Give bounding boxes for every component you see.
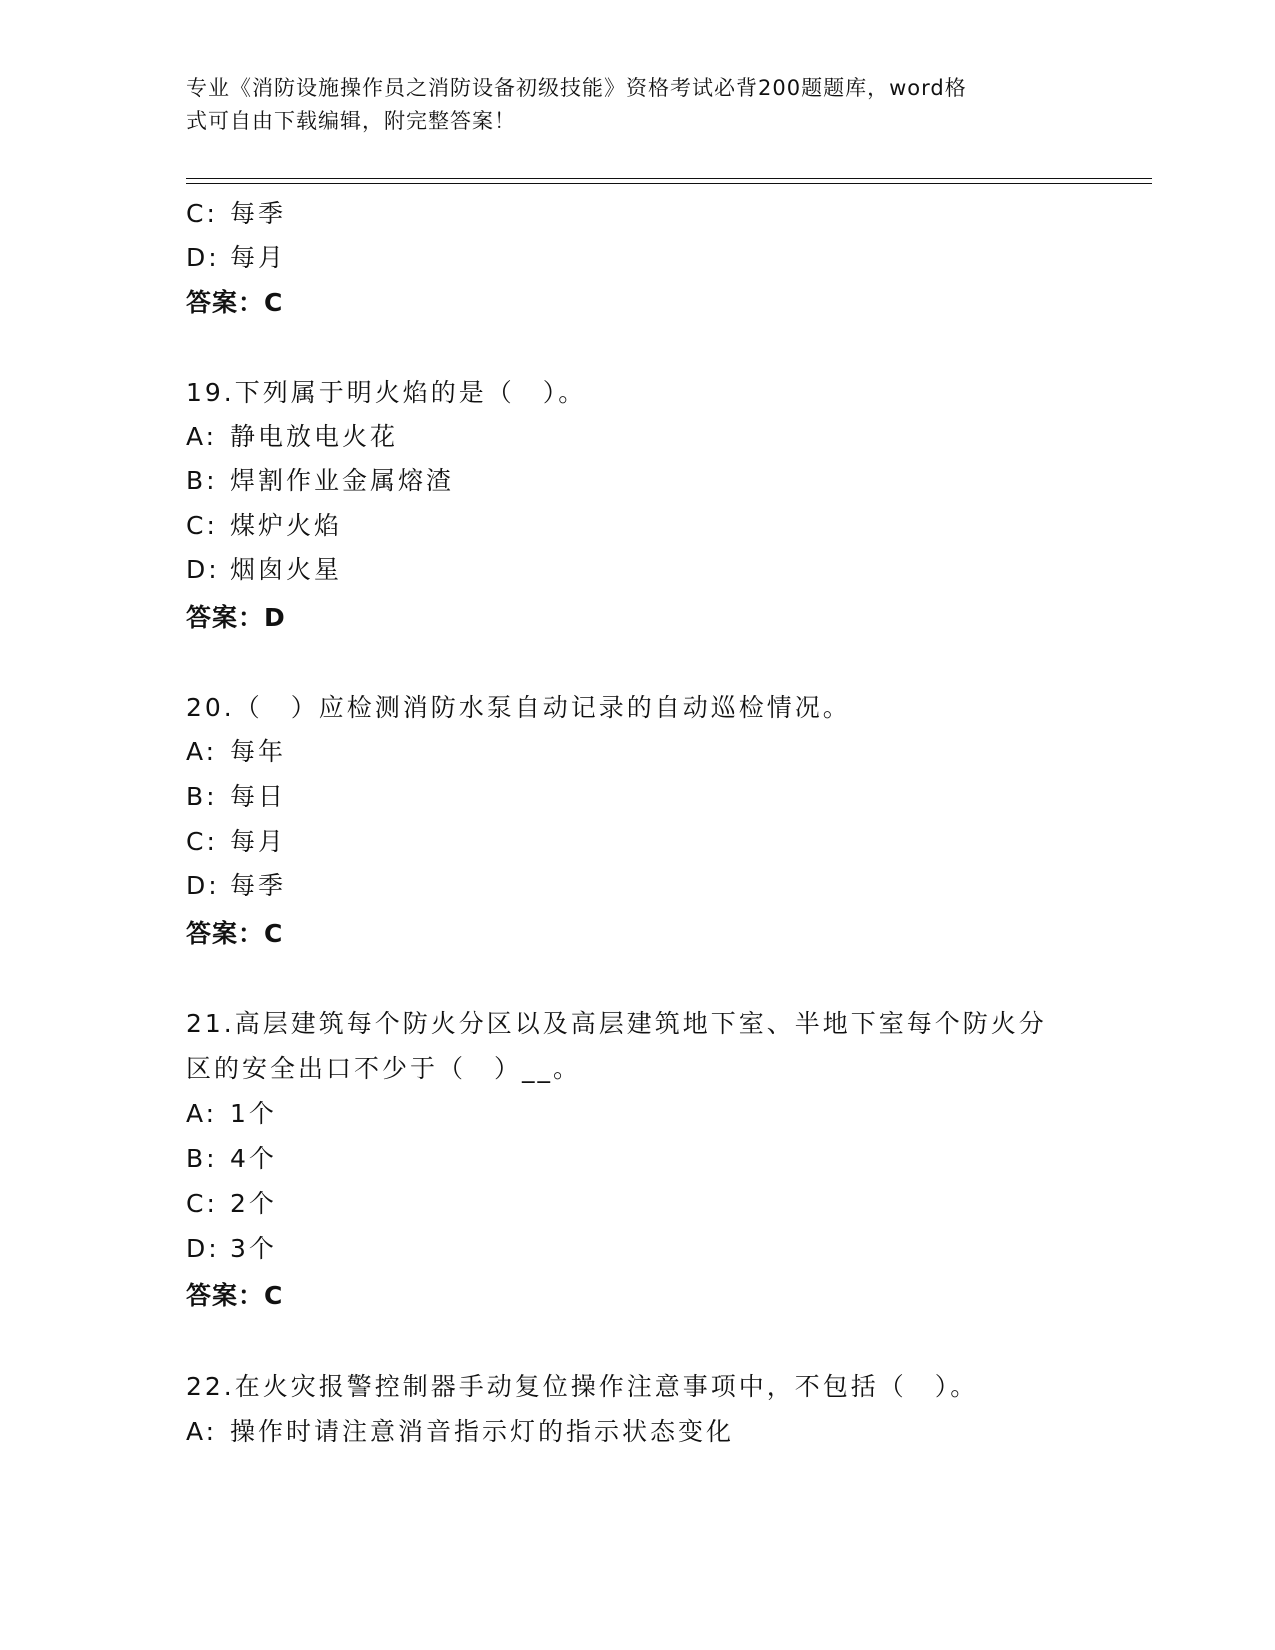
answer-line: 答案：C [186,288,284,317]
option-letter: B: [186,466,218,495]
option-c [186,1184,277,1220]
option-b [186,461,454,497]
option-c [186,822,286,858]
option-text: 焊割作业金属熔渣 [230,466,455,495]
option-letter: B: [186,1144,218,1173]
option-letter: C: [186,827,218,856]
page-header [186,72,1066,138]
option-text: 每季 [230,199,287,228]
answer-line: 答案：D [186,603,286,632]
question-stem-continued: 区的安全出口不少于（ ）__。 [186,1054,582,1083]
option-text: 每日 [230,782,287,811]
option-b [186,777,286,813]
option-d [186,1229,277,1265]
option-letter: D: [186,555,220,584]
option-letter: D: [186,871,220,900]
option-b [186,1139,277,1175]
answer-line: 答案：C [186,1281,284,1310]
header-divider-top [186,178,1152,179]
option-letter: D: [186,1234,220,1263]
header-line-2: 式可自由下载编辑，附完整答案！ [186,109,516,133]
option-text: 每季 [230,871,287,900]
option-c [186,506,342,542]
option-text: 3个 [230,1234,277,1263]
option-text: 4个 [230,1144,277,1173]
question-stem: 20.（ ）应检测消防水泵自动记录的自动巡检情况。 [186,693,851,722]
option-d [186,238,286,274]
option-d [186,866,286,902]
question-stem: 22.在火灾报警控制器手动复位操作注意事项中，不包括（ ）。 [186,1372,979,1401]
option-letter: C: [186,511,218,540]
option-text: 操作时请注意消音指示灯的指示状态变化 [230,1417,735,1446]
option-letter: A: [186,1099,218,1128]
option-text: 每年 [230,737,287,766]
option-a [186,1412,734,1448]
option-text: 每月 [230,243,287,272]
option-letter: C: [186,1189,218,1218]
option-text: 烟囱火星 [230,555,343,584]
option-text: 煤炉火焰 [230,511,343,540]
option-c [186,194,286,230]
option-letter: A: [186,422,218,451]
option-text: 2个 [230,1189,277,1218]
option-letter: B: [186,782,218,811]
question-stem: 21.高层建筑每个防火分区以及高层建筑地下室、半地下室每个防火分 [186,1009,1047,1038]
option-d [186,550,342,586]
option-a [186,417,398,453]
option-letter: D: [186,243,220,272]
option-text: 静电放电火花 [230,422,399,451]
answer-line: 答案：C [186,919,284,948]
option-a [186,1094,277,1130]
option-text: 1个 [230,1099,277,1128]
option-a [186,732,286,768]
option-letter: A: [186,737,218,766]
header-line-1: 专业《消防设施操作员之消防设备初级技能》资格考试必背200题题库，word格 [186,76,967,100]
option-text: 每月 [230,827,287,856]
question-stem: 19.下列属于明火焰的是（ ）。 [186,378,587,407]
option-letter: C: [186,199,218,228]
option-letter: A: [186,1417,218,1446]
header-divider-bottom [186,183,1152,184]
